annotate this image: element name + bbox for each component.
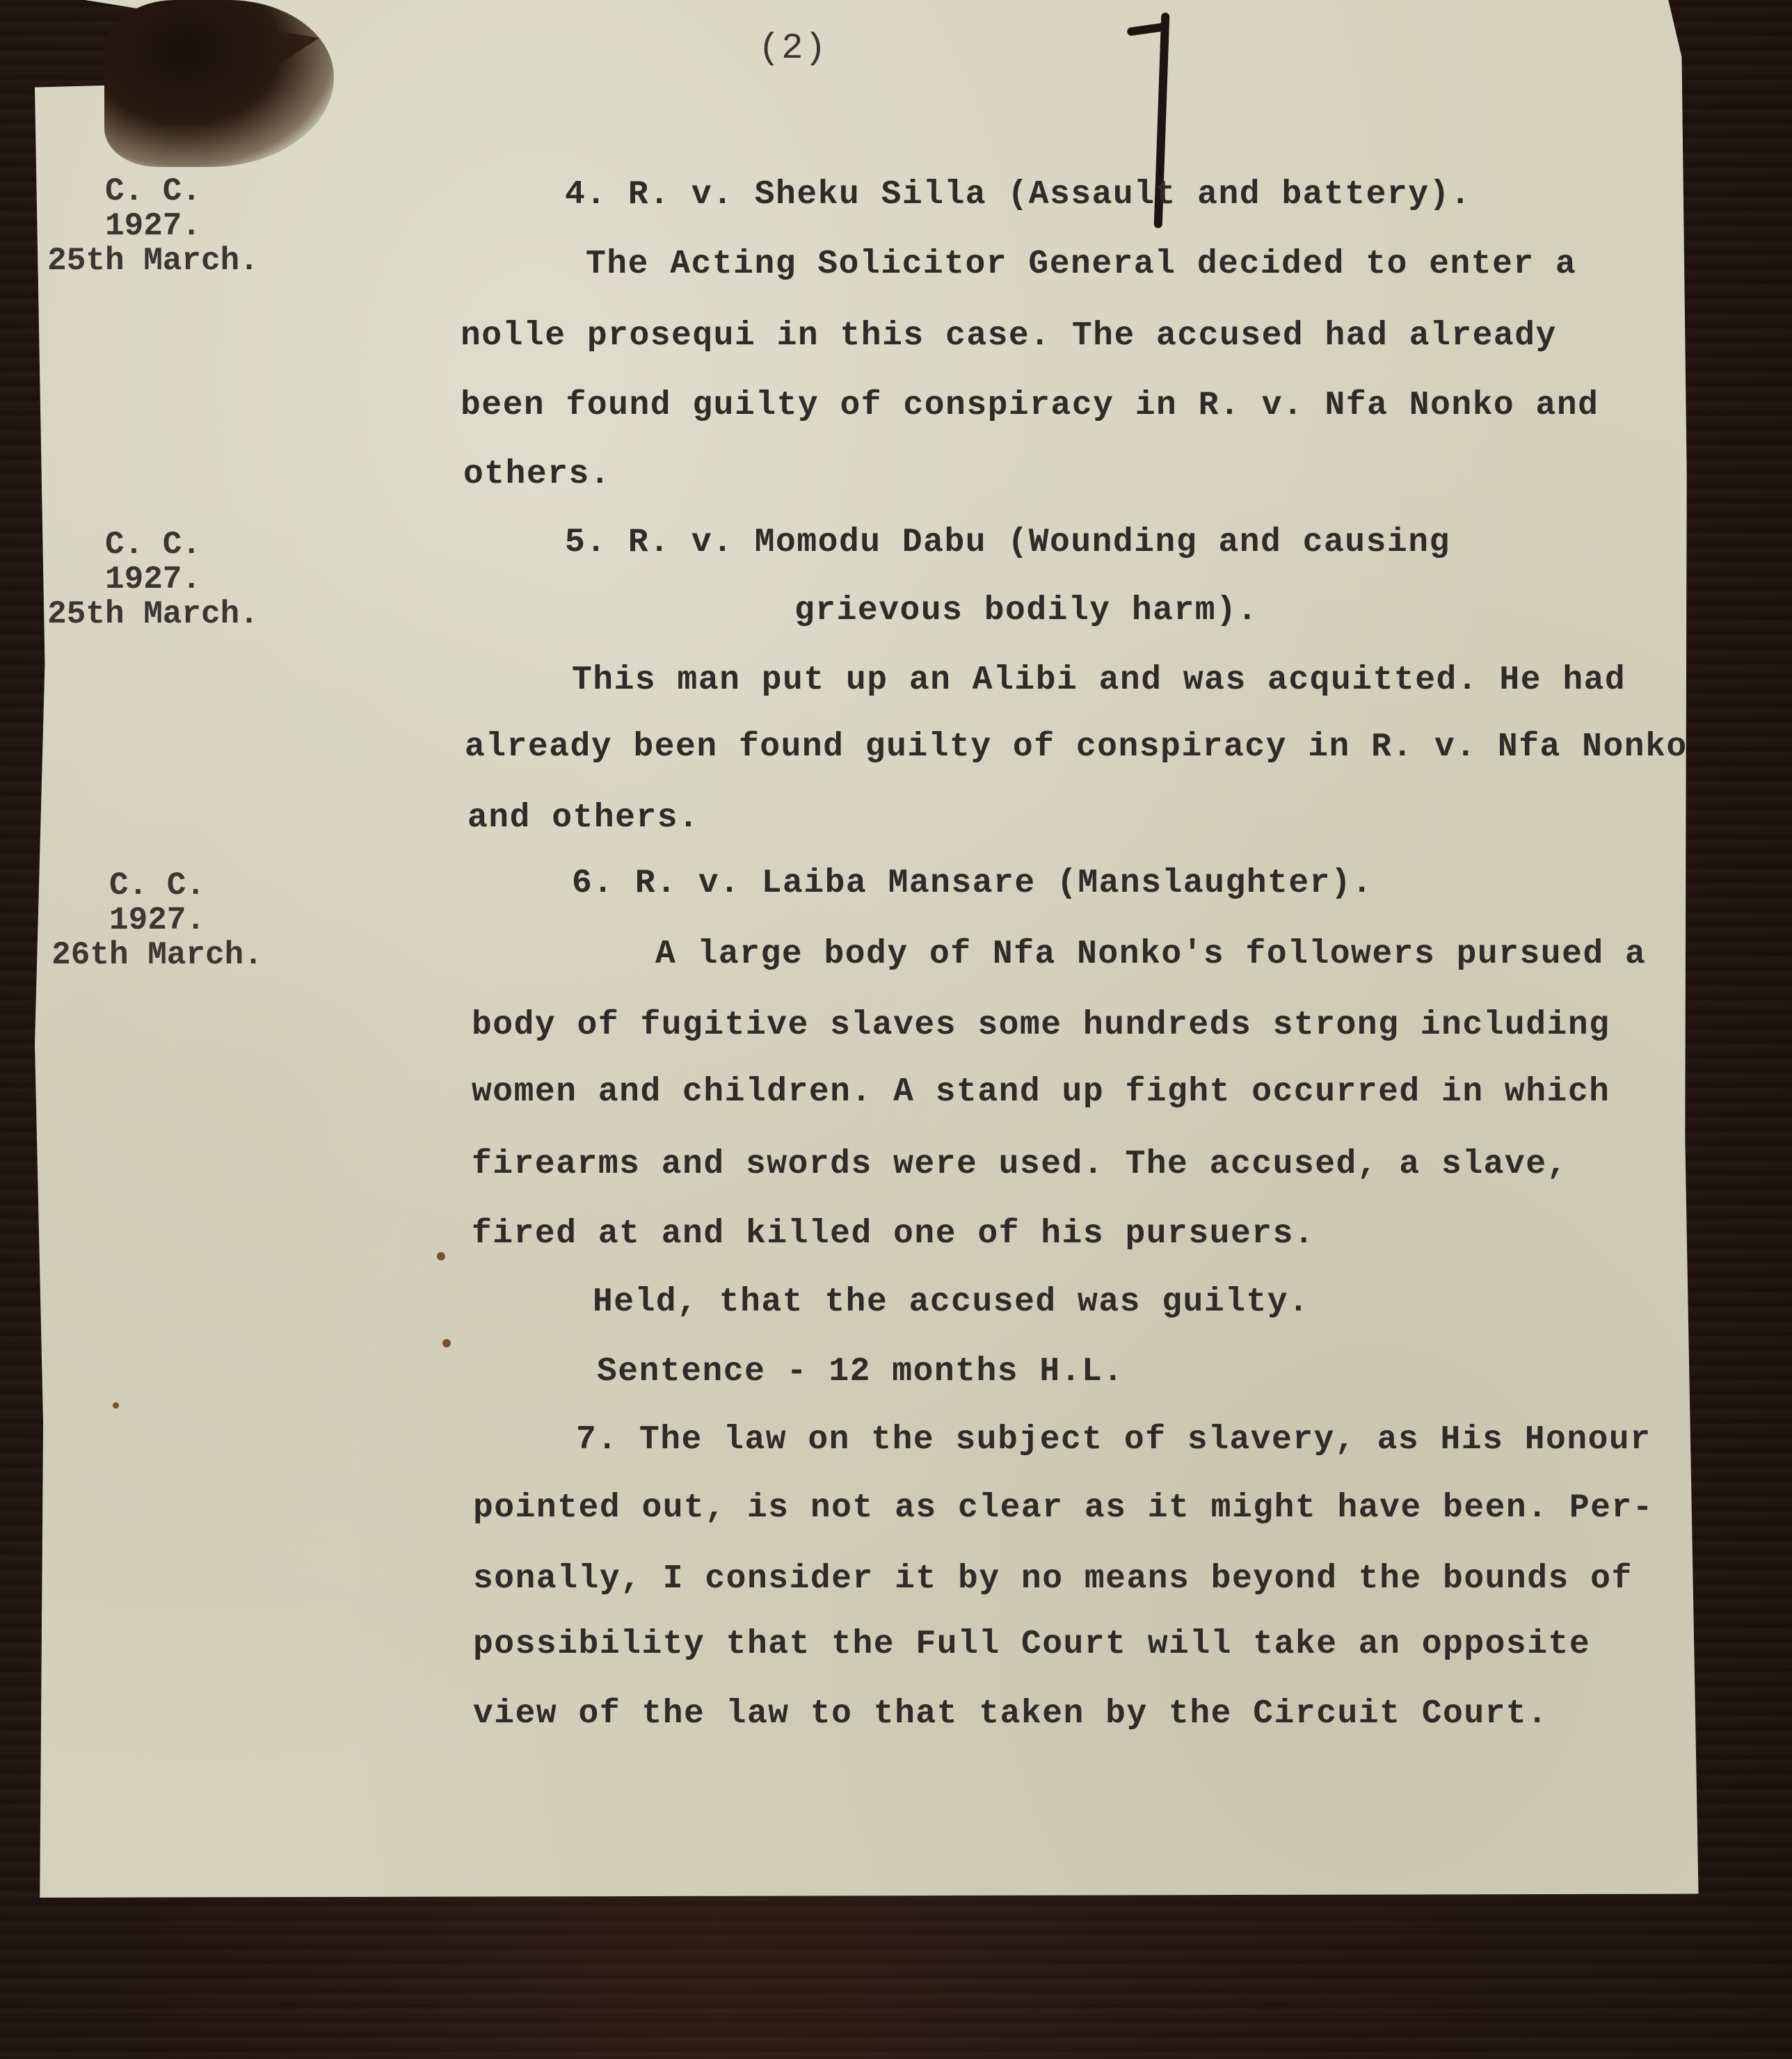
body-text-line: pointed out, is not as clear as it might have been. Per- — [473, 1489, 1654, 1527]
body-text-line: women and children. A stand up fight occurred in which — [472, 1073, 1610, 1111]
body-text-line: view of the law to that taken by the Circuit Court. — [473, 1695, 1549, 1733]
body-text-line: sonally, I consider it by no means beyond the bounds of — [473, 1560, 1633, 1598]
sentence-line: Sentence - 12 months H.L. — [597, 1353, 1124, 1391]
case-heading-continued: grievous bodily harm). — [794, 592, 1258, 630]
body-text-line: fired at and killed one of his pursuers. — [472, 1215, 1315, 1253]
body-text-line: possibility that the Full Court will take an opposite — [473, 1626, 1591, 1663]
margin-year: 1927. — [104, 561, 202, 598]
holding-line: Held, that the accused was guilty. — [593, 1283, 1310, 1321]
margin-year: 1927. — [104, 208, 202, 244]
body-text-line: others. — [463, 456, 611, 493]
case-heading: 5. R. v. Momodu Dabu (Wounding and causing — [565, 524, 1450, 561]
paper-speck — [437, 1252, 445, 1260]
margin-court: C. C. — [104, 173, 202, 209]
body-text-line: already been found guilty of conspiracy in R. v. Nfa Nonko — [465, 728, 1688, 766]
paper-speck — [113, 1402, 119, 1409]
body-text-line: firearms and swords were used. The accused, a slave, — [472, 1146, 1568, 1183]
margin-note — [35, 174, 271, 278]
body-text-line: A large body of Nfa Nonko's followers pursued a — [655, 936, 1647, 973]
margin-note — [39, 868, 275, 972]
page-number: (2) — [758, 28, 828, 69]
margin-note — [35, 527, 271, 632]
margin-date: 26th March. — [51, 937, 263, 973]
margin-date: 25th March. — [47, 596, 259, 632]
case-heading: 4. R. v. Sheku Silla (Assault and battery). — [565, 176, 1472, 214]
body-text-line: been found guilty of conspiracy in R. v. Nfa Nonko and — [461, 387, 1599, 424]
body-text-line: body of fugitive slaves some hundreds strong including — [472, 1007, 1610, 1044]
body-text-line: and others. — [467, 799, 700, 837]
margin-court: C. C. — [109, 867, 206, 904]
paper-speck — [442, 1339, 451, 1347]
body-text-line: This man put up an Alibi and was acquitted. He had — [572, 662, 1626, 699]
case-heading: 6. R. v. Laiba Mansare (Manslaughter). — [572, 865, 1373, 902]
margin-date: 25th March. — [47, 243, 259, 279]
body-text-line: The Acting Solicitor General decided to enter a — [586, 246, 1577, 283]
margin-court: C. C. — [104, 527, 202, 563]
body-text-line: nolle prosequi in this case. The accused had already — [461, 317, 1557, 355]
paragraph-heading: 7. The law on the subject of slavery, as His Honour — [576, 1421, 1651, 1459]
margin-year: 1927. — [109, 902, 206, 938]
